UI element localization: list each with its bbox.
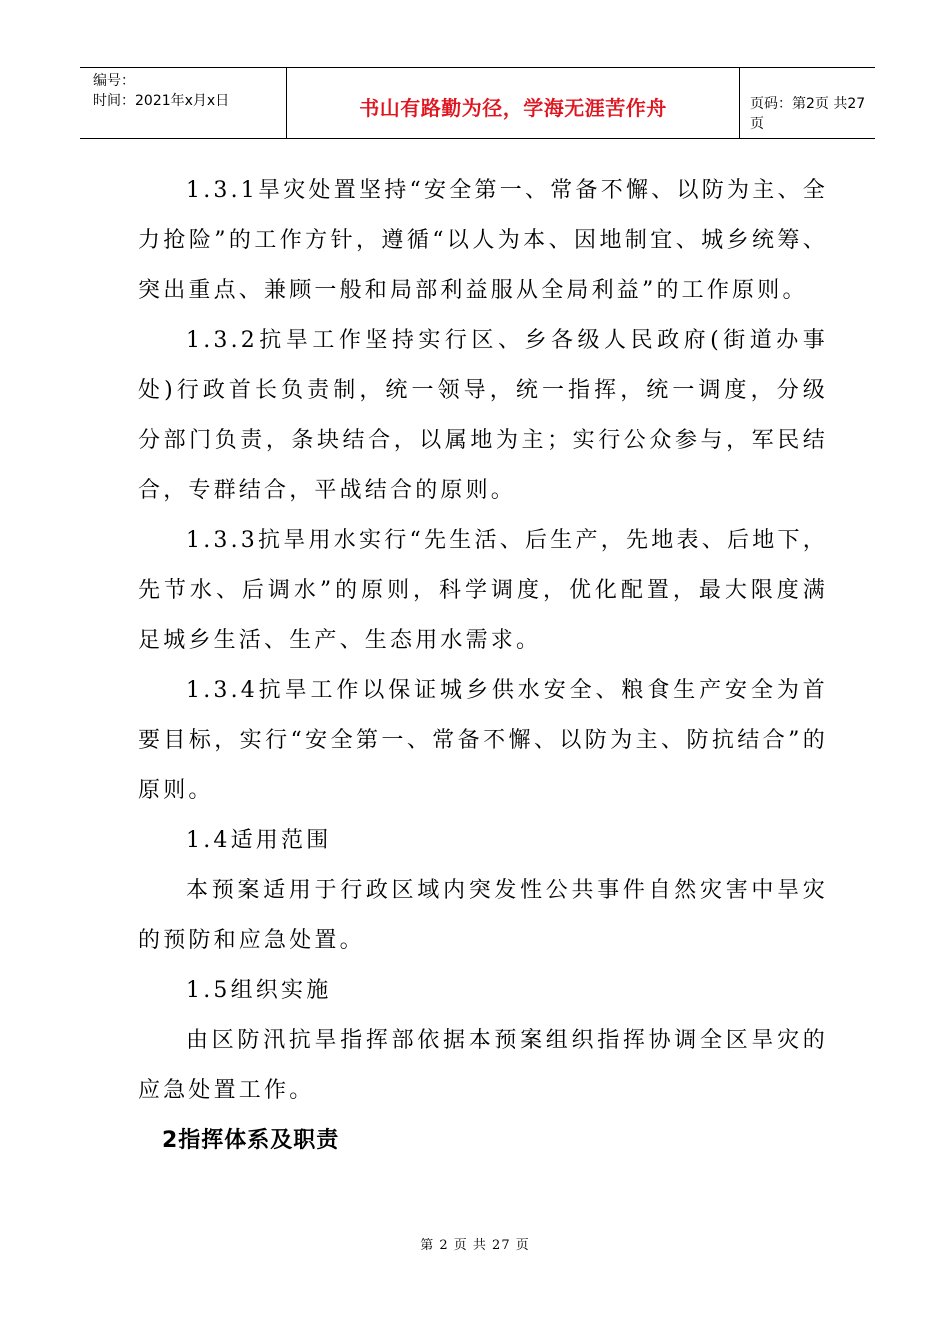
- paragraph-1-3-1: 1.3.1旱灾处置坚持“安全第一、常备不懈、以防为主、全力抢险”的工作方针，遵循“以人为本、因地制宜、城乡统筹、突出重点、兼顾一般和局部利益服从全局利益”的工作原则。: [138, 178, 828, 303]
- paragraph-1-3-3: 1.3.3抗旱用水实行“先生活、后生产，先地表、后地下，先节水、后调水”的原则，科学调度，优化配置，最大限度满足城乡生活、生产、生态用水需求。: [138, 528, 828, 653]
- section-title-2: 2指挥体系及职责: [162, 1128, 340, 1153]
- document-time-label: 时间：2021年x月x日: [93, 93, 230, 109]
- paragraph-scope: 本预案适用于行政区域内突发性公共事件自然灾害中旱灾的预防和应急处置。: [138, 878, 828, 953]
- page-footer: 第 2 页 共 27 页: [420, 1238, 530, 1253]
- paragraph-implementation: 由区防汛抗旱指挥部依据本预案组织指挥协调全区旱灾的应急处置工作。: [138, 1028, 828, 1103]
- header-meta-cell: [80, 68, 286, 138]
- heading-1-4: 1.4适用范围: [186, 828, 332, 853]
- paragraph-1-3-4: 1.3.4抗旱工作以保证城乡供水安全、粮食生产安全为首要目标，实行“安全第一、常备不懈、以防为主、防抗结合”的原则。: [138, 678, 828, 803]
- paragraph-1-3-2: 1.3.2抗旱工作坚持实行区、乡各级人民政府(街道办事处)行政首长负责制，统一领导，统一指挥，统一调度，分级分部门负责，条块结合，以属地为主；实行公众参与，军民结合，专群结合，平战结合的原则。: [138, 328, 828, 503]
- header-page-info: 页码：第2页 共27页: [750, 96, 866, 132]
- header-page-cell: [740, 68, 875, 138]
- page-header: [80, 67, 875, 139]
- header-motto: 书山有路勤为径，学海无涯苦作舟: [359, 96, 667, 120]
- document-number-label: 编号：: [93, 73, 135, 89]
- header-motto-cell: [286, 68, 740, 138]
- document-body: [138, 166, 828, 1166]
- heading-1-5: 1.5组织实施: [186, 978, 332, 1003]
